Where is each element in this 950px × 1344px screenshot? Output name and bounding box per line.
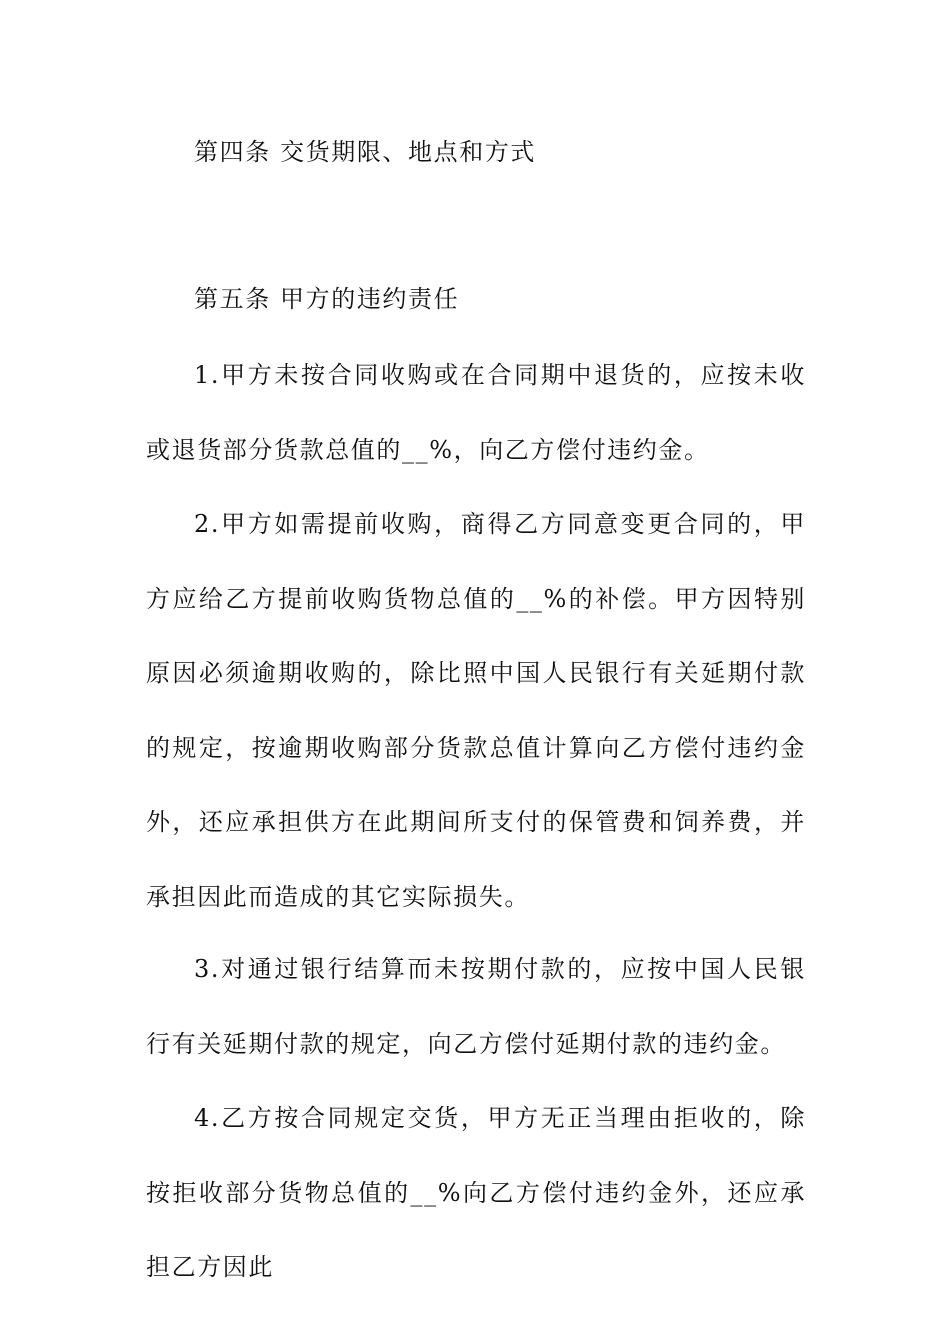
clause-3-paragraph: 3.对通过银行结算而未按期付款的，应按中国人民银行有关延期付款的规定，向乙方偿付延期付款的违约金。: [146, 955, 806, 1058]
clause-1-paragraph: 1.甲方未按合同收购或在合同期中退货的，应按未收或退货部分货款总值的__%，向乙方偿付违约金。: [146, 361, 806, 464]
article-5-heading: 第五条 甲方的违约责任: [194, 285, 460, 313]
clause-4-paragraph: 4.乙方按合同规定交货，甲方无正当理由拒收的，除按拒收部分货物总值的__%向乙方偿付违约金外，还应承担乙方因此: [146, 1104, 806, 1281]
clause-2-paragraph: 2.甲方如需提前收购，商得乙方同意变更合同的，甲方应给乙方提前收购货物总值的__%的补偿。甲方因特别原因必须逾期收购的，除比照中国人民银行有关延期付款的规定，按逾期收购部分货款总值计算向乙方偿付违约金外，还应承担供方在此期间所支付的保管费和饲养费，并承担因此而造成的其它实际损失。: [146, 510, 806, 911]
article-4-heading: 第四条 交货期限、地点和方式: [194, 138, 537, 166]
